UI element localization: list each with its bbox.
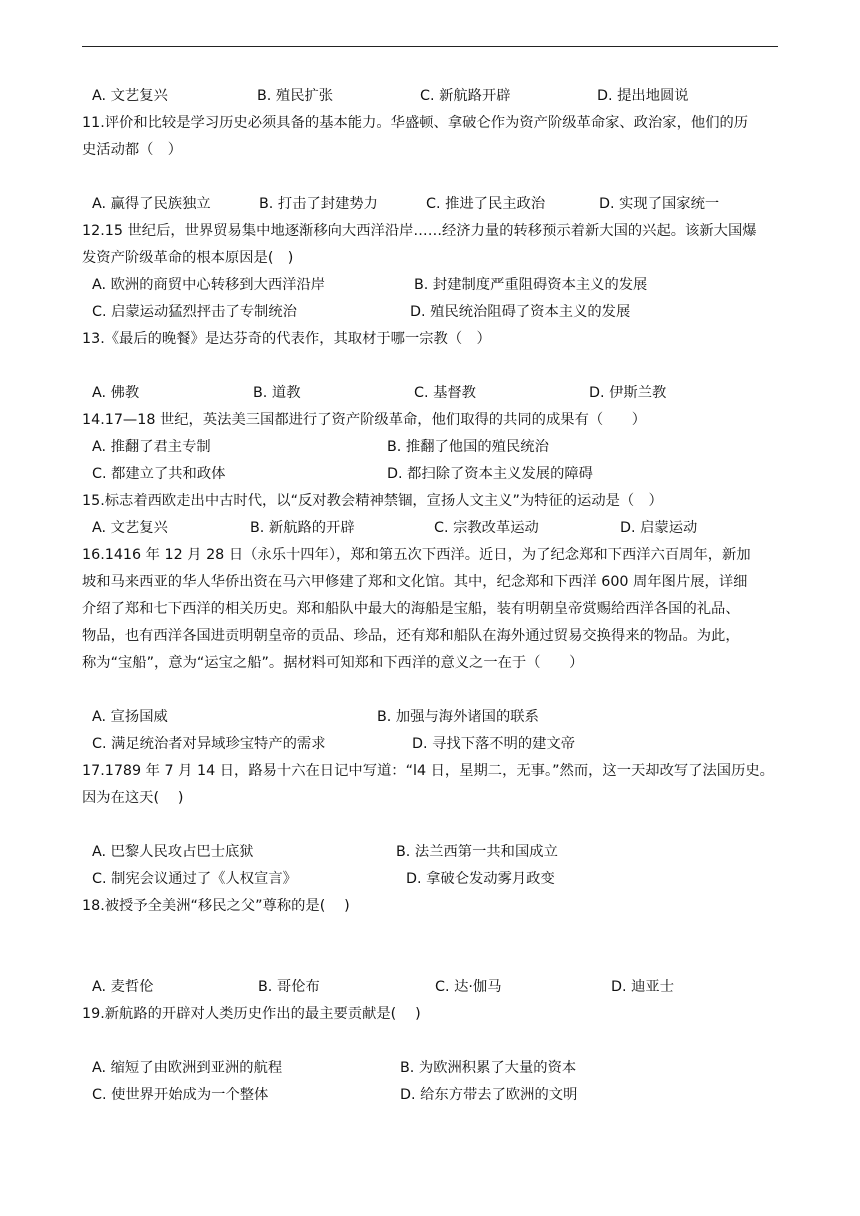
q13-stem-line-1: 13.《最后的晚餐》是达芬奇的代表作，其取材于哪一宗教（ ）: [82, 331, 491, 347]
q15-option-b: B. 新航路的开辟: [250, 520, 355, 536]
q13-option-a: A. 佛教: [92, 385, 140, 401]
q17-option-d: D. 拿破仑发动雾月政变: [406, 871, 555, 887]
q19-option-b: B. 为欧洲积累了大量的资本: [400, 1060, 577, 1076]
q17-stem-line-2: 因为在这天( ): [82, 790, 184, 806]
q16-option-a: A. 宣扬国威: [92, 709, 168, 725]
q17-option-a: A. 巴黎人民攻占巴士底狱: [92, 844, 254, 860]
q15-option-c: C. 宗教改革运动: [434, 520, 539, 536]
q17-stem-line-1: 17.1789 年 7 月 14 日，路易十六在日记中写道：“l4 日，星期二，无事。”然而，这一天却改写了法国历史。: [82, 763, 774, 779]
q19-option-a: A. 缩短了由欧洲到亚洲的航程: [92, 1060, 283, 1076]
q12-stem-line-2: 发资产阶级革命的根本原因是( ): [82, 250, 294, 266]
q14-stem-line-1: 14.17—18 世纪，英法美三国都进行了资产阶级革命，他们取得的共同的成果有（ ）: [82, 412, 647, 428]
q10-option-c: C. 新航路开辟: [420, 88, 511, 104]
q11-stem-line-1: 11.评价和比较是学习历史必须具备的基本能力。华盛顿、拿破仑作为资产阶级革命家、政治家，他们的历: [82, 115, 749, 131]
q16-stem-line-2: 坡和马来西亚的华人华侨出资在马六甲修建了郑和文化馆。其中，纪念郑和下西洋 600 周年图片展，详细: [82, 574, 748, 590]
q12-option-b: B. 封建制度严重阻碍资本主义的发展: [414, 277, 648, 293]
q16-stem-line-3: 介绍了郑和七下西洋的相关历史。郑和船队中最大的海船是宝船，装有明朝皇帝赏赐给西洋各国的礼品、: [82, 601, 740, 617]
q14-option-c: C. 都建立了共和政体: [92, 466, 226, 482]
q17-option-c: C. 制宪会议通过了《人权宣言》: [92, 871, 297, 887]
q10-option-a: A. 文艺复兴: [92, 88, 168, 104]
q12-option-d: D. 殖民统治阻碍了资本主义的发展: [410, 304, 631, 320]
q13-option-c: C. 基督教: [414, 385, 476, 401]
q14-option-b: B. 推翻了他国的殖民统治: [387, 439, 549, 455]
q10-option-b: B. 殖民扩张: [257, 88, 334, 104]
q10-option-d: D. 提出地圆说: [597, 88, 689, 104]
q15-stem-line-1: 15.标志着西欧走出中古时代，以“反对教会精神禁锢，宣扬人文主义”为特征的运动是（ ）: [82, 493, 663, 509]
q18-option-b: B. 哥伦布: [258, 979, 320, 995]
q11-option-a: A. 赢得了民族独立: [92, 196, 211, 212]
q17-option-b: B. 法兰西第一共和国成立: [396, 844, 558, 860]
q16-option-b: B. 加强与海外诸国的联系: [377, 709, 539, 725]
q16-option-c: C. 满足统治者对异域珍宝特产的需求: [92, 736, 326, 752]
q12-option-c: C. 启蒙运动猛烈抨击了专制统治: [92, 304, 297, 320]
q15-option-d: D. 启蒙运动: [620, 520, 698, 536]
q18-option-a: A. 麦哲伦: [92, 979, 154, 995]
q19-option-d: D. 给东方带去了欧洲的文明: [400, 1087, 578, 1103]
q16-stem-line-1: 16.1416 年 12 月 28 日（永乐十四年），郑和第五次下西洋。近日，为了纪念郑和下西洋六百周年，新加: [82, 547, 751, 563]
q18-option-c: C. 达·伽马: [435, 979, 502, 995]
q12-option-a: A. 欧洲的商贸中心转移到大西洋沿岸: [92, 277, 326, 293]
q13-option-b: B. 道教: [253, 385, 301, 401]
q16-stem-line-5: 称为“宝船”，意为“运宝之船”。据材料可知郑和下西洋的意义之一在于（ ）: [82, 655, 584, 671]
q19-stem-line-1: 19.新航路的开辟对人类历史作出的最主要贡献是( ): [82, 1006, 421, 1022]
q11-option-d: D. 实现了国家统一: [599, 196, 720, 212]
q12-stem-line-1: 12.15 世纪后，世界贸易集中地逐渐移向大西洋沿岸……经济力量的转移预示着新大国的兴起。该新大国爆: [82, 223, 757, 239]
header-rule: [82, 46, 778, 47]
q15-option-a: A. 文艺复兴: [92, 520, 168, 536]
q18-option-d: D. 迪亚士: [611, 979, 674, 995]
q14-option-d: D. 都扫除了资本主义发展的障碍: [387, 466, 593, 482]
q13-option-d: D. 伊斯兰教: [589, 385, 667, 401]
q18-stem-line-1: 18.被授予全美洲“移民之父”尊称的是( ): [82, 898, 350, 914]
q11-option-b: B. 打击了封建势力: [259, 196, 378, 212]
q14-option-a: A. 推翻了君主专制: [92, 439, 211, 455]
q11-option-c: C. 推进了民主政治: [426, 196, 546, 212]
q16-stem-line-4: 物品，也有西洋各国进贡明朝皇帝的贡品、珍品，还有郑和船队在海外通过贸易交换得来的物品。为此，: [82, 628, 740, 644]
q11-stem-line-2: 史活动都（ ）: [82, 142, 183, 158]
q16-option-d: D. 寻找下落不明的建文帝: [412, 736, 576, 752]
q19-option-c: C. 使世界开始成为一个整体: [92, 1087, 269, 1103]
